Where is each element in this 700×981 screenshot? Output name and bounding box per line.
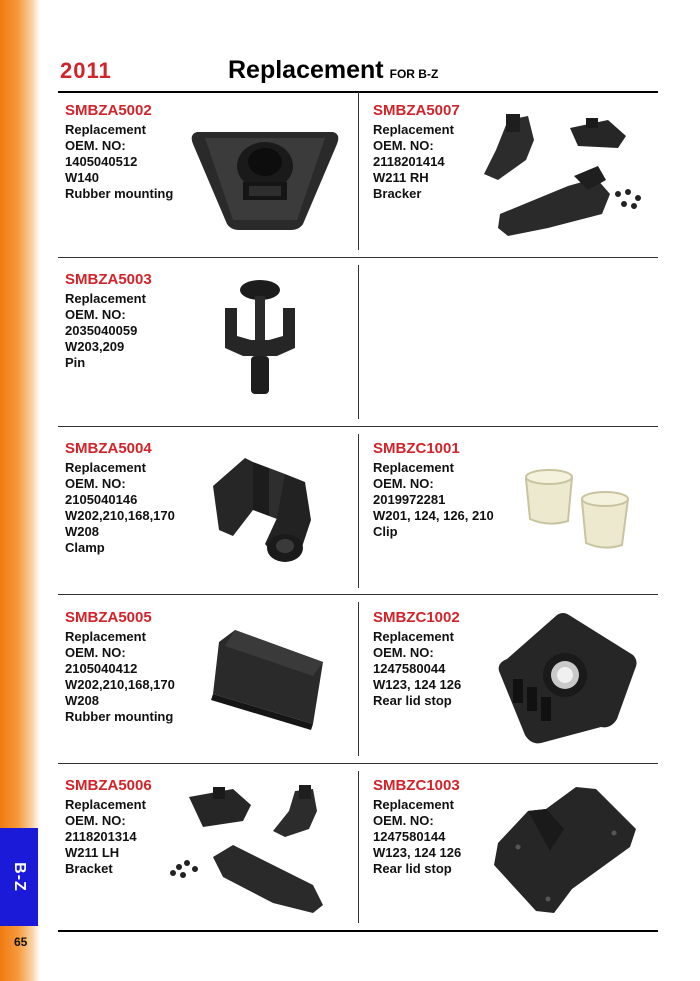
product-code: SMBZA5007 [373, 102, 460, 119]
product-card [65, 102, 355, 262]
product-code: SMBZA5005 [65, 609, 152, 626]
column-divider [358, 434, 359, 588]
product-line: Replacement [65, 629, 146, 644]
product-line: OEM. NO: [65, 645, 126, 660]
product-line: OEM. NO: [65, 307, 126, 322]
product-code: SMBZC1001 [373, 440, 460, 457]
product-line: Replacement [373, 797, 454, 812]
product-code: SMBZA5006 [65, 777, 152, 794]
clip-image [518, 465, 643, 555]
catalog-year: 2011 [60, 58, 112, 83]
product-line: 1247580044 [373, 661, 446, 676]
product-line: OEM. NO: [65, 813, 126, 828]
product-line: OEM. NO: [373, 813, 434, 828]
product-line: Clip [373, 524, 398, 539]
product-description [373, 797, 461, 877]
column-divider [358, 602, 359, 756]
page-number: 65 [14, 935, 28, 949]
product-card [373, 777, 663, 937]
bracket-set-image [478, 110, 658, 245]
product-description [65, 122, 173, 202]
product-line: Rubber mounting [65, 186, 174, 201]
product-line: Rear lid stop [373, 693, 452, 708]
product-line: Replacement [65, 122, 146, 137]
product-line: Bracket [65, 861, 113, 876]
product-line: 1247580144 [373, 829, 446, 844]
rear-lid-stop-image [488, 781, 643, 921]
product-line: W123, 124 126 [373, 845, 462, 860]
product-card [65, 271, 355, 431]
product-description [65, 291, 146, 371]
product-line: 2105040146 [65, 492, 138, 507]
product-line: OEM. NO: [373, 138, 434, 153]
pin-image [215, 276, 305, 401]
product-line: Replacement [373, 629, 454, 644]
product-line: OEM. NO: [373, 476, 434, 491]
rear-lid-stop-image [493, 609, 643, 754]
product-line: 2118201314 [65, 829, 137, 844]
product-line: Replacement [65, 797, 146, 812]
product-description [65, 797, 146, 877]
product-description [373, 460, 494, 540]
product-line: W203,209 [65, 339, 125, 354]
product-line: W201, 124, 126, 210 [373, 508, 494, 523]
product-line: 1405040512 [65, 154, 138, 169]
product-card [373, 440, 663, 600]
product-line: W123, 124 126 [373, 677, 462, 692]
product-line: Replacement [373, 460, 454, 475]
product-line: Replacement [65, 291, 146, 306]
product-line: 2118201414 [373, 154, 445, 169]
product-description [65, 629, 175, 725]
product-line: 2105040412 [65, 661, 138, 676]
product-line: Replacement [65, 460, 146, 475]
product-line: W140 [65, 170, 99, 185]
column-divider [358, 771, 359, 923]
product-card [373, 609, 663, 769]
product-code: SMBZC1003 [373, 777, 460, 794]
page-subtitle: FOR B-Z [389, 67, 439, 81]
clamp-image [205, 448, 335, 573]
product-line: OEM. NO: [65, 138, 126, 153]
product-line: 2019972281 [373, 492, 446, 507]
product-line: Pin [65, 355, 86, 370]
product-line: Rubber mounting [65, 709, 174, 724]
bracket-set-image [163, 781, 338, 921]
page-title: Replacement FOR B-Z [228, 56, 439, 84]
product-description [65, 460, 175, 556]
product-line: W208 [65, 524, 99, 539]
product-line: OEM. NO: [373, 645, 434, 660]
column-divider [358, 92, 359, 250]
product-line: OEM. NO: [65, 476, 126, 491]
product-line: Replacement [373, 122, 454, 137]
product-code: SMBZA5003 [65, 271, 152, 288]
product-line: W208 [65, 693, 99, 708]
product-card [373, 102, 663, 262]
product-line: Clamp [65, 540, 105, 555]
product-code: SMBZA5002 [65, 102, 152, 119]
product-line: Bracker [373, 186, 422, 201]
product-description [373, 122, 454, 202]
product-line: W211 LH [65, 845, 120, 860]
column-divider [358, 265, 359, 419]
product-card [65, 777, 355, 937]
product-line: Rear lid stop [373, 861, 452, 876]
product-description [373, 629, 461, 709]
product-line: 2035040059 [65, 323, 138, 338]
rubber-block-image [205, 624, 330, 734]
product-card [65, 609, 355, 769]
section-tab: B-Z [0, 828, 38, 926]
rubber-mounting-image [185, 124, 345, 234]
product-card [65, 440, 355, 600]
product-line: W202,210,168,170 [65, 677, 175, 692]
product-line: W211 RH [373, 170, 429, 185]
product-code: SMBZA5004 [65, 440, 152, 457]
product-line: W202,210,168,170 [65, 508, 175, 523]
product-code: SMBZC1002 [373, 609, 460, 626]
